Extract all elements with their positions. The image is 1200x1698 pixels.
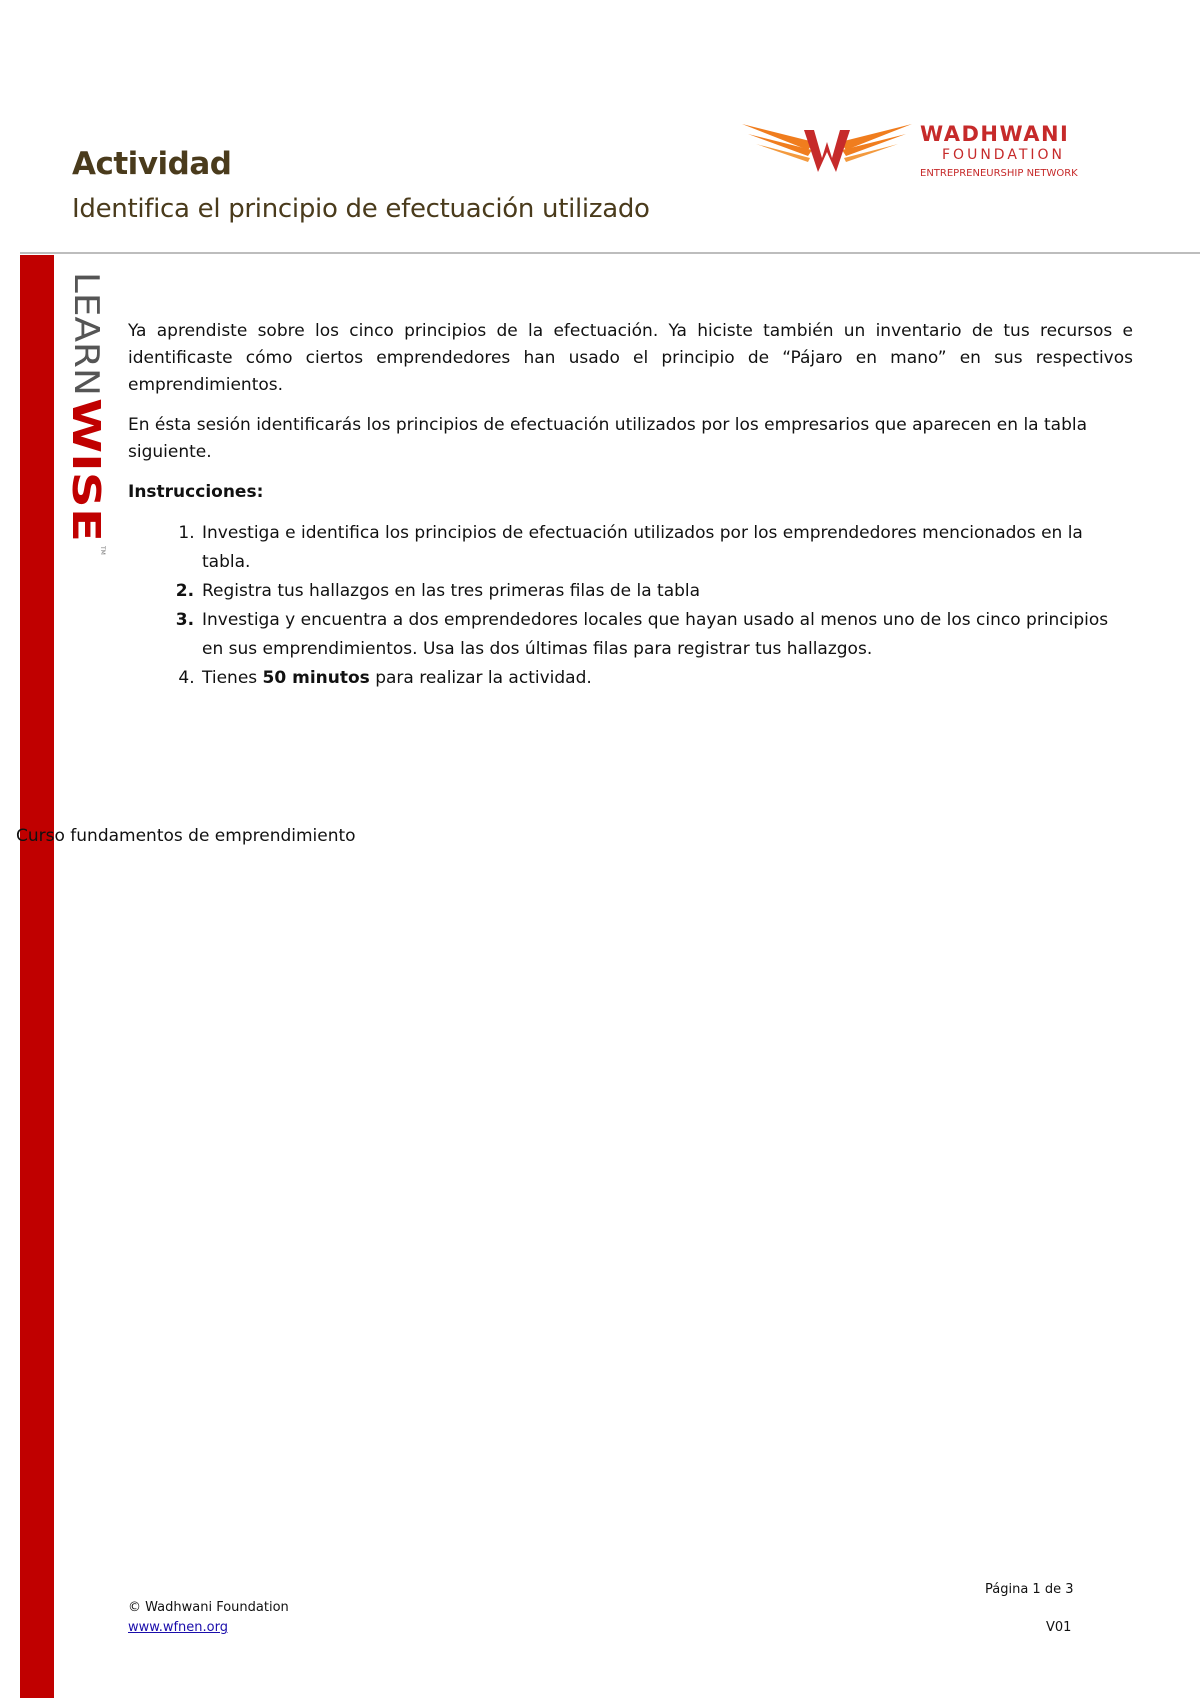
instruction4-duration: 50 minutos	[262, 668, 370, 688]
website-link[interactable]: www.wfnen.org	[128, 1620, 228, 1635]
list-item: 2. Registra tus hallazgos en las tres primeras filas de la tabla	[200, 577, 1133, 606]
learnwise-wise: WISE	[64, 398, 108, 508]
page-title: Actividad	[72, 146, 232, 182]
learnwise-learn: LEARN	[66, 272, 106, 385]
list-item: 3. Investiga y encuentra a dos emprendedores locales que hayan usado al menos uno de los cinco principios en sus emprendimientos. Usa las dos últimas filas para registrar tus hallazgos.	[200, 606, 1133, 664]
list-item	[200, 664, 1133, 693]
course-name: Curso fundamentos de emprendimiento	[16, 826, 356, 846]
intro-paragraph: Ya aprendiste sobre los cinco principios de la efectuación. Ya hiciste también un inventario de tus recursos e identificaste cómo ciertos emprendedores han usado el principio de “Pájaro en mano” en sus respectivos emprendimientos.	[128, 321, 1133, 395]
wadhwani-logo	[742, 120, 1092, 186]
side-red-bar	[20, 255, 54, 1698]
activity-body	[128, 318, 1133, 693]
instruction4-post: para realizar la actividad.	[369, 668, 592, 688]
instruction4-pre: Tienes	[202, 668, 263, 688]
version-label: V01	[1046, 1620, 1072, 1635]
learnwise-logo	[63, 272, 115, 562]
logo-name: WADHWANI	[920, 122, 1070, 146]
page-number: Página 1 de 3	[985, 1582, 1074, 1597]
logo-network: ENTREPRENEURSHIP NETWORK	[920, 168, 1078, 179]
instructions-title: Instrucciones:	[128, 482, 264, 502]
instructions-list	[128, 519, 1133, 693]
learnwise-tm: TM	[99, 546, 106, 555]
page-subtitle: Identifica el principio de efectuación utilizado	[72, 194, 650, 224]
wadhwani-wings-icon	[742, 120, 912, 176]
list-item: 1. Investiga e identifica los principios de efectuación utilizados por los emprendedores mencionados en la tabla.	[200, 519, 1133, 577]
logo-foundation: FOUNDATION	[942, 147, 1065, 163]
header-divider	[20, 252, 1200, 254]
session-paragraph: En ésta sesión identificarás los principios de efectuación utilizados por los empresarios que aparecen en la tabla siguiente.	[128, 415, 1088, 462]
copyright: © Wadhwani Foundation	[128, 1600, 289, 1615]
